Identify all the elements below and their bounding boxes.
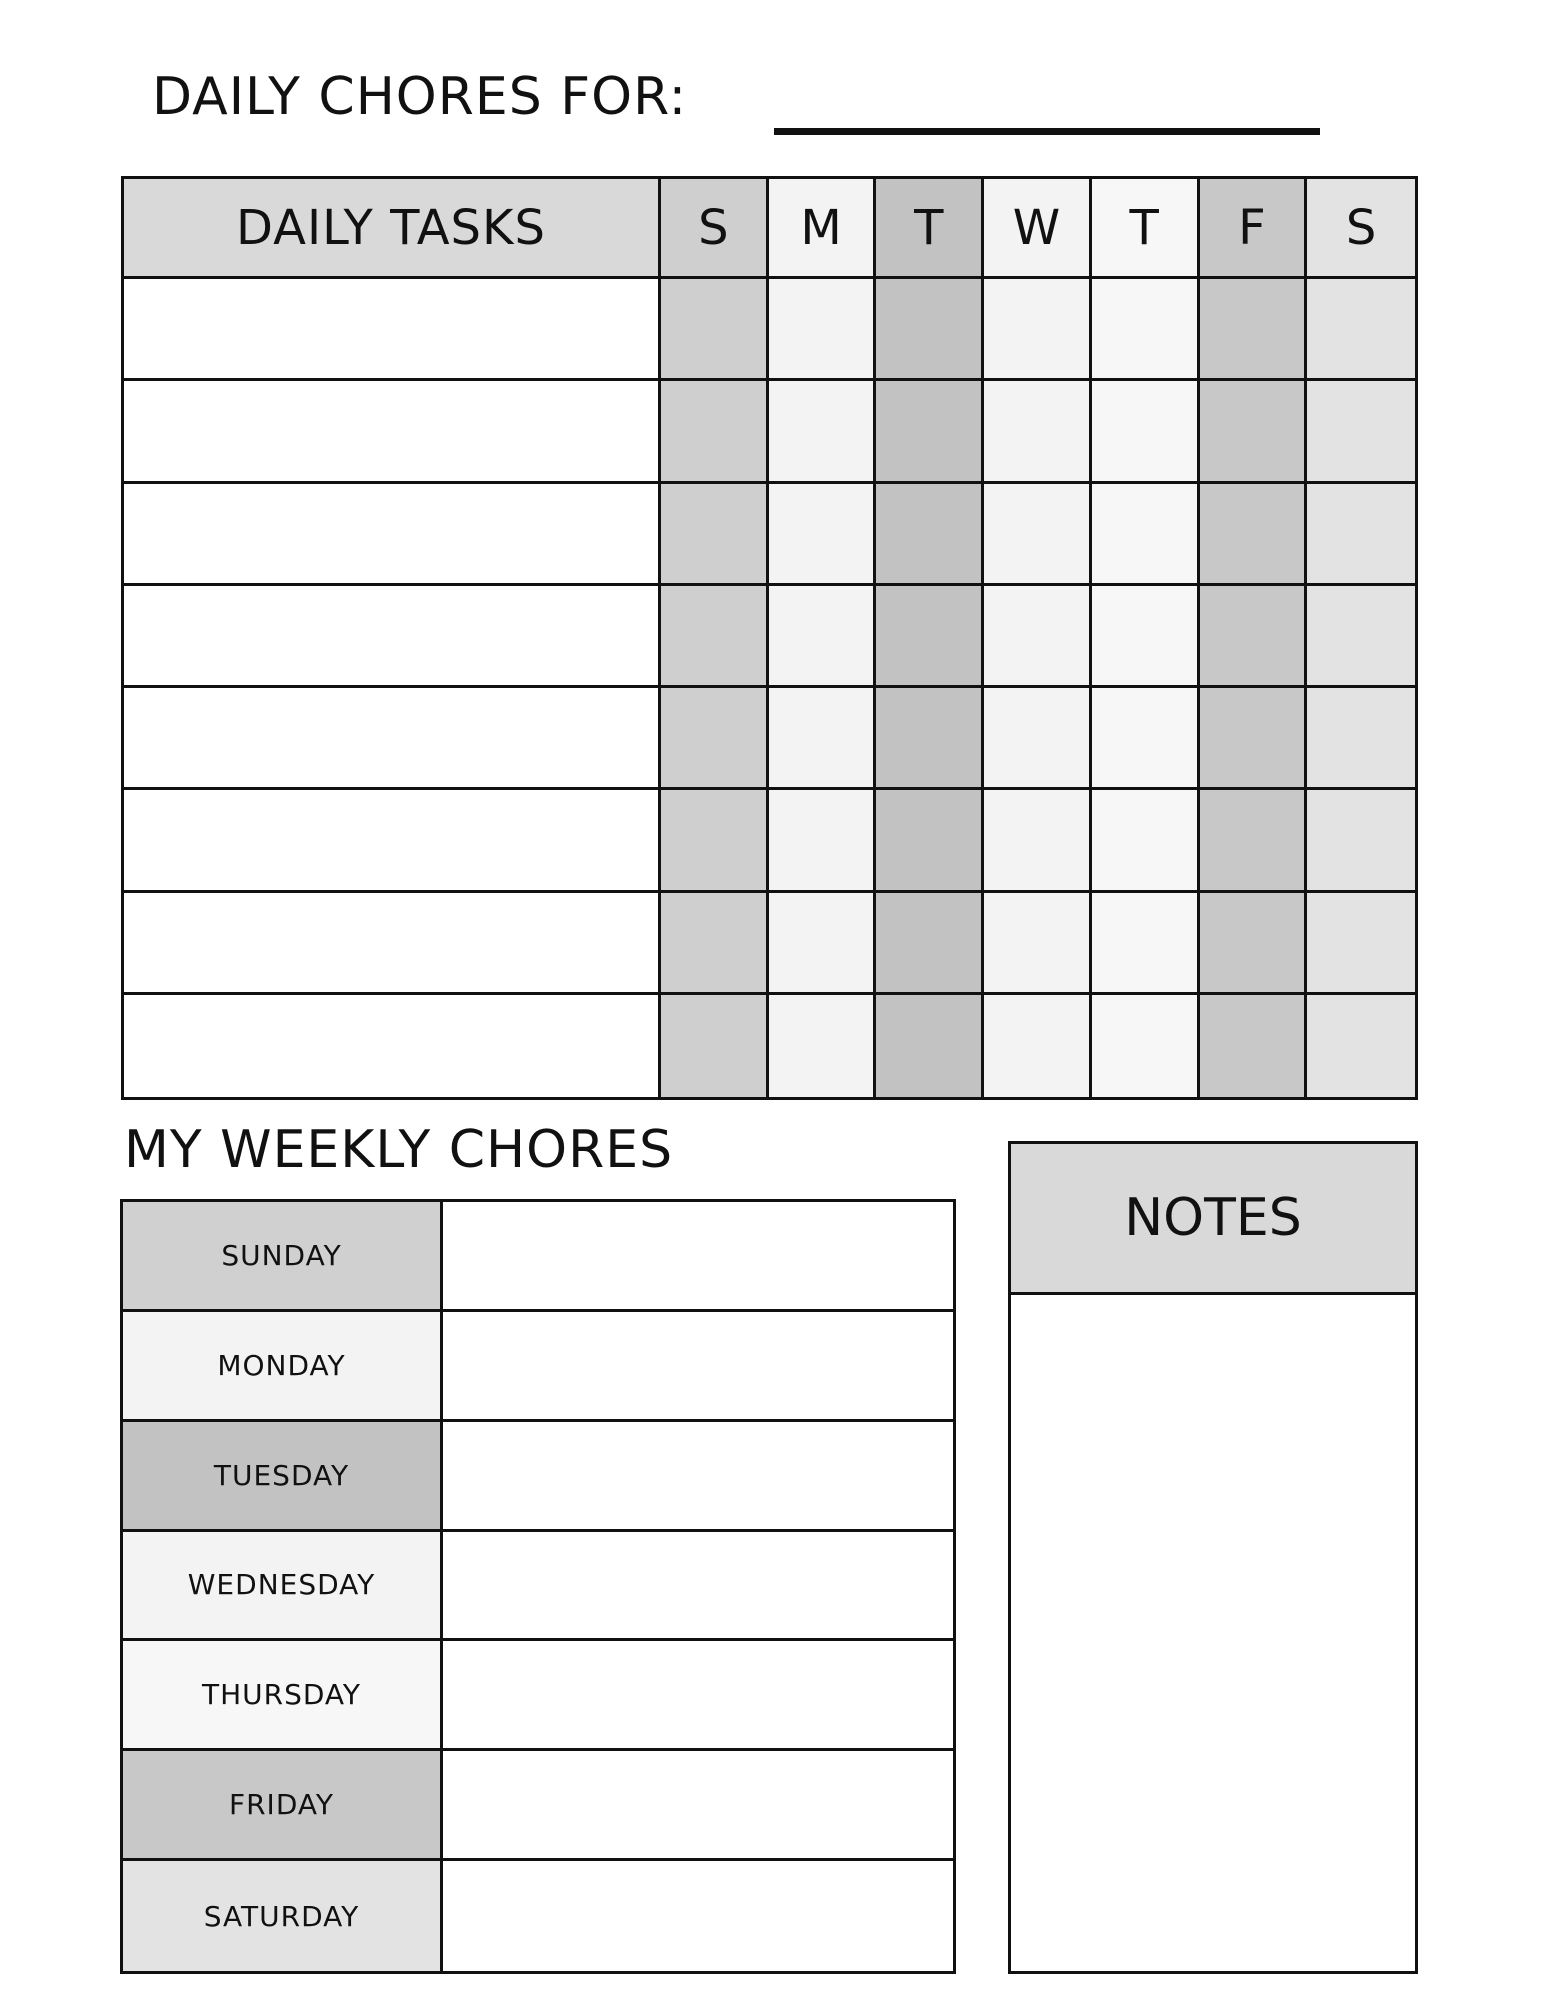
task-row-5[interactable] <box>124 688 661 790</box>
check-cell-r4-d6[interactable] <box>1307 586 1415 688</box>
check-cell-r6-d5[interactable] <box>1200 790 1308 892</box>
check-cell-r3-d5[interactable] <box>1200 484 1308 586</box>
weekly-day-thursday: THURSDAY <box>123 1641 443 1751</box>
task-row-1[interactable] <box>124 279 661 381</box>
check-cell-r5-d0[interactable] <box>661 688 769 790</box>
check-cell-r6-d6[interactable] <box>1307 790 1415 892</box>
check-cell-r1-d1[interactable] <box>769 279 877 381</box>
check-cell-r7-d0[interactable] <box>661 893 769 995</box>
day-header-6: S <box>1307 179 1415 279</box>
check-cell-r2-d5[interactable] <box>1200 381 1308 483</box>
check-cell-r8-d2[interactable] <box>876 995 984 1097</box>
check-cell-r8-d0[interactable] <box>661 995 769 1097</box>
check-cell-r7-d3[interactable] <box>984 893 1092 995</box>
weekly-chore-entry-monday[interactable] <box>443 1312 953 1422</box>
check-cell-r1-d2[interactable] <box>876 279 984 381</box>
check-cell-r7-d5[interactable] <box>1200 893 1308 995</box>
check-cell-r5-d1[interactable] <box>769 688 877 790</box>
day-header-1: M <box>769 179 877 279</box>
task-row-3[interactable] <box>124 484 661 586</box>
check-cell-r4-d5[interactable] <box>1200 586 1308 688</box>
day-header-5: F <box>1200 179 1308 279</box>
weekly-chore-entry-tuesday[interactable] <box>443 1422 953 1532</box>
task-row-4[interactable] <box>124 586 661 688</box>
check-cell-r6-d1[interactable] <box>769 790 877 892</box>
check-cell-r6-d3[interactable] <box>984 790 1092 892</box>
check-cell-r6-d0[interactable] <box>661 790 769 892</box>
check-cell-r2-d6[interactable] <box>1307 381 1415 483</box>
check-cell-r5-d4[interactable] <box>1092 688 1200 790</box>
weekly-day-friday: FRIDAY <box>123 1751 443 1861</box>
check-cell-r4-d1[interactable] <box>769 586 877 688</box>
check-cell-r6-d2[interactable] <box>876 790 984 892</box>
weekly-chores-title: MY WEEKLY CHORES <box>124 1120 674 1180</box>
check-cell-r2-d1[interactable] <box>769 381 877 483</box>
weekly-day-monday: MONDAY <box>123 1312 443 1422</box>
check-cell-r8-d5[interactable] <box>1200 995 1308 1097</box>
check-cell-r3-d4[interactable] <box>1092 484 1200 586</box>
check-cell-r8-d3[interactable] <box>984 995 1092 1097</box>
check-cell-r2-d3[interactable] <box>984 381 1092 483</box>
check-cell-r3-d2[interactable] <box>876 484 984 586</box>
weekly-chores-table <box>120 1199 956 1974</box>
check-cell-r8-d1[interactable] <box>769 995 877 1097</box>
name-fill-line[interactable] <box>774 128 1320 135</box>
weekly-chore-entry-friday[interactable] <box>443 1751 953 1861</box>
task-row-2[interactable] <box>124 381 661 483</box>
check-cell-r1-d4[interactable] <box>1092 279 1200 381</box>
check-cell-r6-d4[interactable] <box>1092 790 1200 892</box>
weekly-chore-entry-wednesday[interactable] <box>443 1532 953 1642</box>
weekly-day-tuesday: TUESDAY <box>123 1422 443 1532</box>
check-cell-r3-d0[interactable] <box>661 484 769 586</box>
day-header-4: T <box>1092 179 1200 279</box>
check-cell-r7-d2[interactable] <box>876 893 984 995</box>
weekly-day-sunday: SUNDAY <box>123 1202 443 1312</box>
check-cell-r2-d2[interactable] <box>876 381 984 483</box>
weekly-chore-entry-thursday[interactable] <box>443 1641 953 1751</box>
check-cell-r8-d4[interactable] <box>1092 995 1200 1097</box>
day-header-0: S <box>661 179 769 279</box>
page-title: DAILY CHORES FOR: <box>152 67 688 127</box>
check-cell-r4-d0[interactable] <box>661 586 769 688</box>
check-cell-r1-d3[interactable] <box>984 279 1092 381</box>
check-cell-r4-d3[interactable] <box>984 586 1092 688</box>
check-cell-r5-d5[interactable] <box>1200 688 1308 790</box>
check-cell-r1-d0[interactable] <box>661 279 769 381</box>
weekly-chore-entry-saturday[interactable] <box>443 1861 953 1971</box>
check-cell-r7-d1[interactable] <box>769 893 877 995</box>
check-cell-r1-d5[interactable] <box>1200 279 1308 381</box>
weekly-day-wednesday: WEDNESDAY <box>123 1532 443 1642</box>
check-cell-r4-d2[interactable] <box>876 586 984 688</box>
notes-box[interactable] <box>1008 1141 1418 1974</box>
check-cell-r5-d6[interactable] <box>1307 688 1415 790</box>
check-cell-r3-d1[interactable] <box>769 484 877 586</box>
daily-tasks-table <box>121 176 1418 1100</box>
day-header-2: T <box>876 179 984 279</box>
check-cell-r4-d4[interactable] <box>1092 586 1200 688</box>
task-row-6[interactable] <box>124 790 661 892</box>
task-row-7[interactable] <box>124 893 661 995</box>
check-cell-r2-d0[interactable] <box>661 381 769 483</box>
check-cell-r2-d4[interactable] <box>1092 381 1200 483</box>
task-row-8[interactable] <box>124 995 661 1097</box>
check-cell-r7-d4[interactable] <box>1092 893 1200 995</box>
check-cell-r7-d6[interactable] <box>1307 893 1415 995</box>
weekly-chore-entry-sunday[interactable] <box>443 1202 953 1312</box>
check-cell-r8-d6[interactable] <box>1307 995 1415 1097</box>
check-cell-r3-d3[interactable] <box>984 484 1092 586</box>
check-cell-r5-d3[interactable] <box>984 688 1092 790</box>
daily-tasks-header: DAILY TASKS <box>124 179 661 279</box>
check-cell-r5-d2[interactable] <box>876 688 984 790</box>
day-header-3: W <box>984 179 1092 279</box>
weekly-day-saturday: SATURDAY <box>123 1861 443 1971</box>
check-cell-r3-d6[interactable] <box>1307 484 1415 586</box>
check-cell-r1-d6[interactable] <box>1307 279 1415 381</box>
notes-header: NOTES <box>1011 1144 1415 1295</box>
